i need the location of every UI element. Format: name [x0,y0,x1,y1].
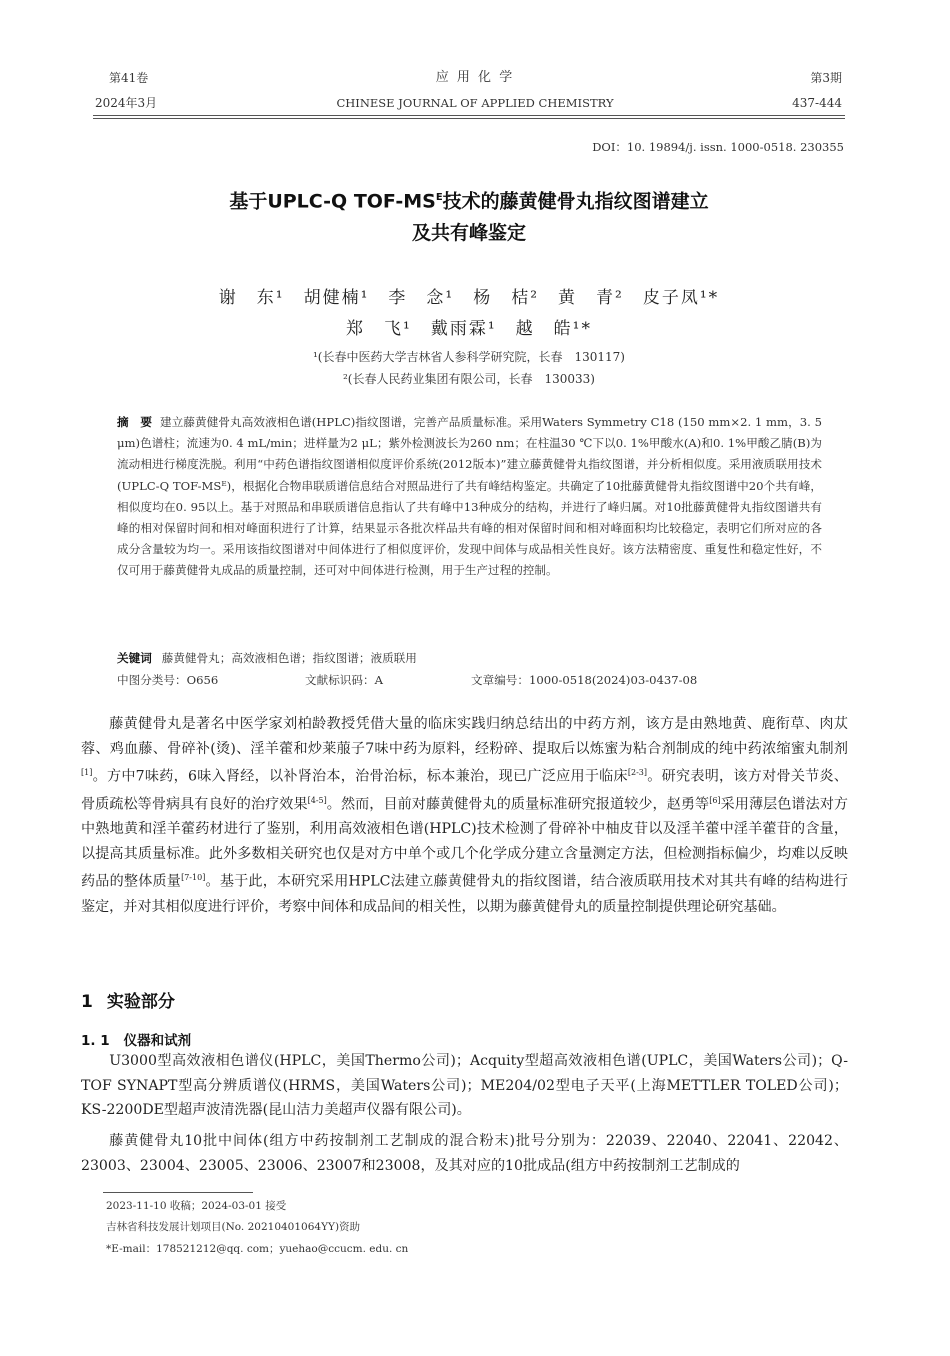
subsection-heading-1-1 [81,1029,205,1049]
section-title: 实验部分 [106,992,175,1012]
article-number: 文章编号：1000-0518(2024)03-0437-08 [471,673,698,687]
intro-text-c: 。研究表明，该方对骨关节炎、骨质疏松等骨病具有良好的治疗效果 [81,768,849,813]
keywords-text: 藤黄健骨丸；高效液相色谱；指纹图谱；液质联用 [161,651,417,665]
issue-number: 第3期 [810,71,842,85]
title-post: 技术的藤黄健骨丸指纹图谱建立 [442,190,709,213]
instruments-paragraph: U3000型高效液相色谱仪(HPLC，美国Thermo公司)；Acquity型超高效液相色谱(UPLC，美国Waters公司)；Q-TOF SYNAPT型高分辨质谱仪(HRMS，美国Waters公司)；ME204/02型电子天平(上海METTLER TOLED公司)；KS-2200DE型超声波清洗器(昆山洁力美超声仪器有限公司)。 [81,1053,848,1118]
author-list-line-2: 郑 飞¹ 戴雨霖¹ 越 皓¹* [346,319,592,339]
citation-5: [7-10] [181,873,206,883]
page-range: 437-444 [792,96,842,110]
affiliation-1: ¹(长春中医药大学吉林省人参科学研究院，长春 130117) [313,350,625,364]
footnote-email: *E-mail：178521212@qq. com；yuehao@ccucm. edu. cn [106,1243,409,1255]
title-pre: 基于UPLC-Q TOF-MS [229,190,436,213]
header-rule-top [93,115,845,116]
keywords-label: 关键词 [117,651,152,665]
affiliation-2: ²(长春人民药业集团有限公司，长春 130033) [343,372,595,386]
keywords-row [117,650,417,666]
paper-title-line-2: 及共有峰鉴定 [411,222,526,244]
subsection-number: 1. 1 [81,1033,110,1049]
intro-text-a: 藤黄健骨丸是著名中医学家刘柏龄教授凭借大量的临床实践归纳总结出的中药方剂，该方是由熟地黄、鹿衔草、肉苁蓉、鸡血藤、骨碎补(烫)、淫羊藿和炒莱菔子7味中药为原料，经粉碎、提取后以炼蜜为粘合剂制成的纯中药浓缩蜜丸制剂 [81,716,848,757]
journal-name-cn: 应 用 化 学 [435,70,515,85]
clc-number: 中图分类号：O656 [117,673,219,687]
header-rule-bottom [93,118,845,119]
abstract-text: 建立藤黄健骨丸高效液相色谱(HPLC)指纹图谱，完善产品质量标准。采用Waters Symmetry C18 (150 mm×2. 1 mm，3. 5 μm)色谱柱；流速为0. 4 mL/min；进样量为2 μL；紫外检测波长为260 nm；在柱温30 ℃下以0. 1%甲酸水(A)和0. 1%甲酸乙腈(B)为流动相进行梯度洗脱。利用“中药色谱指纹图谱相似度评价系统(2012版本)”建立藤黄健骨丸指纹图谱，并分析相似度。采用液质联用技术(UPLC-Q TOF-MSᴱ)，根据化合物串联质谱信息结合对照品进行了共有峰结构鉴定。共确定了10批藤黄健骨丸指纹图谱中20个共有峰，相似度均在0. 95以上。基于对照品和串联质谱信息指认了共有峰中13种成分的结构，并进行了峰归属。对10批藤黄健骨丸指纹图谱共有峰的相对保留时间和相对峰面积进行了计算，结果显示各批次样品共有峰的相对保留时间和相对峰面积均比较稳定，表明它们所对应的各成分含量较为均一。采用该指纹图谱对中间体进行了相似度评价，发现中间体与成品相关性良好。该方法精密度、重复性和稳定性好，不仅可用于藤黄健骨丸成品的质量控制，还可对中间体进行检测，用于生产过程的控制。 [117,415,822,578]
section-number: 1 [81,992,93,1012]
issue-date: 2024年3月 [95,96,158,110]
abstract [117,412,822,582]
reagents-paragraph: 藤黄健骨丸10批中间体(组方中药按制剂工艺制成的混合粉末)批号分别为：22039、22040、22041、22042、23003、23004、23005、23006、23007和23008，及其对应的10批成品(组方中药按制剂工艺制成的 [81,1133,848,1174]
title-superscript: E [435,192,443,203]
intro-text-d: 。然而，目前对藤黄健骨丸的质量标准研究报道较少，赵勇等 [326,796,710,813]
document-code: 文献标识码：A [305,673,383,687]
section-heading-1 [81,987,189,1012]
footnote-dates: 2023-11-10 收稿；2024-03-01 接受 [106,1200,287,1212]
intro-text-e: 采用薄层色谱法对方中熟地黄和淫羊藿药材进行了鉴别，利用高效液相色谱(HPLC)技术检测了骨碎补中柚皮苷以及淫羊藿中淫羊藿苷的含量，以提高其质量标准。此外多数相关研究也仅是对方中单个或几个化学成分建立含量测定方法，但检测指标偏少，均难以反映药品的整体质量 [81,796,849,891]
intro-text-f: 。基于此，本研究采用HPLC法建立藤黄健骨丸的指纹图谱，结合液质联用技术对其共有峰的结构进行鉴定，并对其相似度进行评价，考察中间体和成品间的相关性，以期为藤黄健骨丸的质量控制提供理论研究基础。 [81,874,848,915]
citation-1: [1] [81,768,93,777]
footnote-funding: 吉林省科技发展计划项目(No. 20210401064YY)资助 [106,1221,361,1233]
paper-title-line-1 [93,184,845,215]
citation-3: [4-5] [307,796,327,806]
journal-name-en: CHINESE JOURNAL OF APPLIED CHEMISTRY [336,96,614,110]
footnote-rule [103,1192,253,1193]
subsection-title: 仪器和试剂 [123,1033,192,1049]
intro-text-b: 。方中7味药，6味入肾经，以补肾治本，治骨治标，标本兼治，现已广泛应用于临床 [92,768,628,785]
abstract-label: 摘 要 [117,415,153,429]
intro-paragraph [81,712,848,919]
citation-2: [2-3] [627,768,648,777]
volume-label: 第41卷 [109,71,149,85]
citation-4: [6] [709,796,721,806]
doi: DOI：10. 19894/j. issn. 1000-0518. 230355 [592,140,844,154]
author-list-line-1: 谢 东¹ 胡健楠¹ 李 念¹ 杨 桔² 黄 青² 皮子凤¹* [218,288,720,308]
